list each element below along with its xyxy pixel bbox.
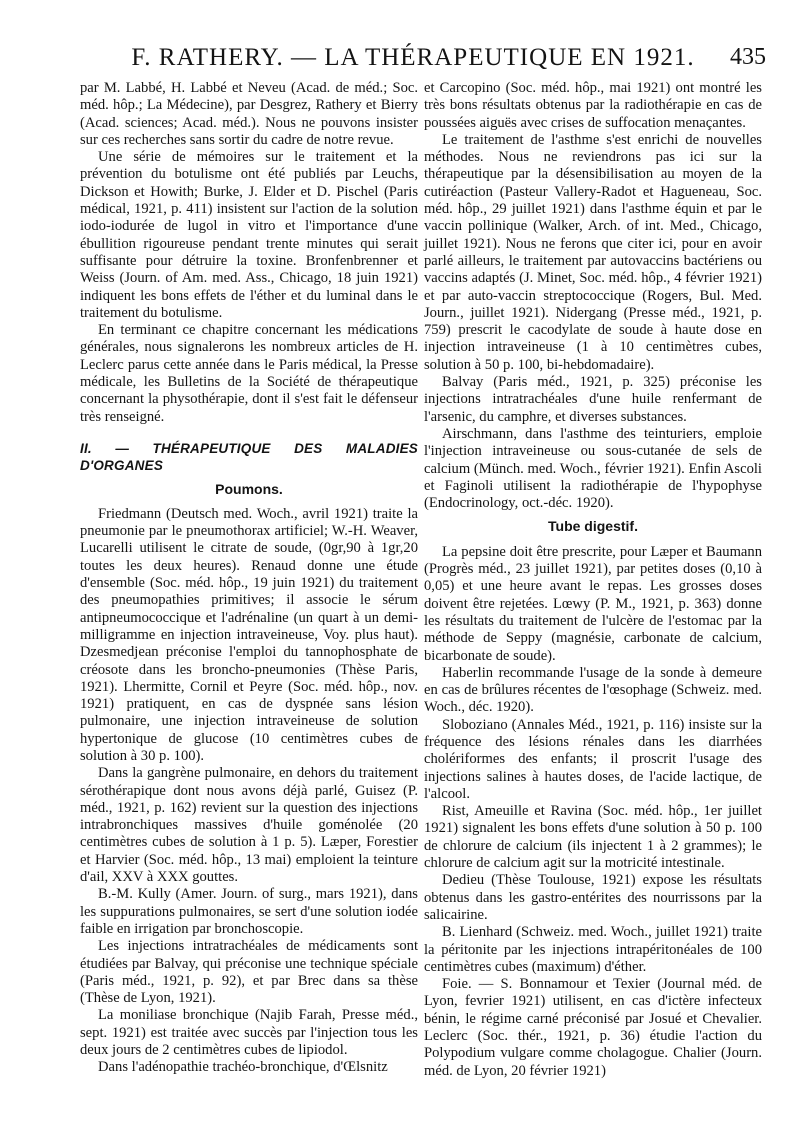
paragraph: Sloboziano (Annales Méd., 1921, p. 116) insiste sur la fréquence des lésions rénales dans les diarrhées cholériformes des enfants; il proscrit l'usage des injections salines à hautes doses, de l'acide lactique, de l'alcool.: [424, 716, 762, 802]
subsection-heading: Tube digestif.: [548, 518, 638, 535]
paragraph: Dans l'adénopathie trachéo-bronchique, d'Œlsnitz: [98, 1059, 388, 1076]
paragraph: Les injections intratrachéales de médicaments sont étudiées par Balvay, qui préconise une technique spéciale (Paris méd., 1921, p. 92), et par Brec dans sa thèse (Thèse de Lyon, 1921).: [80, 938, 418, 1007]
paragraph: par M. Labbé, H. Labbé et Neveu (Acad. de méd.; Soc. méd. hôp.; La Médecine), par Desgrez, Rathery et Bierry (Acad. sciences; Acad. méd.). Nous ne pouvons insister sur ces recherches sans sortir du cadre de notre revue.: [80, 80, 418, 148]
paragraph: Balvay (Paris méd., 1921, p. 325) préconise les injections intratrachéales d'une huile renfermant de l'arsenic, du camphre, et diverses substances.: [424, 374, 762, 425]
paragraph: Friedmann (Deutsch med. Woch., avril 1921) traite la pneumonie par le pneumothorax artificiel; W.-H. Weaver, Lucarelli utilisent le citrate de soude, (0gr,90 à 1gr,20 toutes les deux heures). Renaud donne une étude d'ensemble (Soc. méd. hôp., 19 juin 1921) du traitement des pneumopathies primitives; il associe le sérum antipneumococcique et l'adrénaline (un quart à un demi-milligramme en injection intraveineuse, Voy. plus haut). Dzesmedjean préconise l'emploi du tannophosphate de créosote dans les broncho-pneumonies (Thèse Paris, 1921). Lhermitte, Cornil et Peyre (Soc. méd. hôp., nov. 1921) pratiquent, en cas de dyspnée sans lésion pulmonaire, une injection intraveineuse de solution hypertonique de glucose (10 centimètres cubes de solution à 30 p. 100).: [80, 505, 418, 764]
paragraph: Dedieu (Thèse Toulouse, 1921) expose les résultats obtenus dans les gastro-entérites des nourrissons par la salicairine.: [424, 872, 762, 923]
section-heading: II. — THÉRAPEUTIQUE DES MALADIES D'ORGANES: [80, 440, 418, 474]
subsection-heading: Poumons.: [215, 480, 283, 497]
paragraph: Une série de mémoires sur le traitement et la prévention du botulisme ont été publiés par Leuchs, Dickson et Howith; Burke, J. Elder et D. Pischel (Paris médical, 1921, p. 411) insistent sur l'action de la solution iodo-iodurée de lugol in vitro et l'importance d'une ébullition rigoureuse pendant trente minutes qui serait suffisante pour détruire la toxine. Bronfenbrenner et Weiss (Journ. of Am. med. Ass., Chicago, 18 juin 1921) indiquent les bons effets de l'éther et du luminal dans le traitement du botulisme.: [80, 149, 418, 321]
right-column: [424, 80, 762, 1080]
paragraph: Foie. — S. Bonnamour et Texier (Journal méd. de Lyon, fevrier 1921) utilisent, en cas d'ictère infecteux bénin, le régime carné préconisé par Josué et Chevalier. Leclerc (Soc. thér., 1921, p. 36) étudie l'action du Polypodium vulgare comme cholagogue. Chalier (Journ. méd. de Lyon, 20 février 1921): [424, 976, 762, 1079]
paragraph: En terminant ce chapitre concernant les médications générales, nous signalerons les nombreux articles de H. Leclerc parus cette année dans le Paris médical, la Presse médicale, les Bulletins de la Société de thérapeutique concernant la physothérapie, dont il s'est fait le défenseur très renseigné.: [80, 322, 418, 425]
left-column: [80, 80, 418, 1077]
paragraph: Rist, Ameuille et Ravina (Soc. méd. hôp., 1er juillet 1921) signalent les bons effets d'une solution à 50 p. 100 de chlorure de calcium (ils injectent 1 à 2 grammes); le chlorure de calcium agit sur la motricité intestinale.: [424, 803, 762, 872]
paragraph: B.-M. Kully (Amer. Journ. of surg., mars 1921), dans les suppurations pulmonaires, se sert d'une solution iodée faible en irrigation par bronchoscopie.: [80, 886, 418, 937]
paragraph: Haberlin recommande l'usage de la sonde à demeure en cas de brûlures récentes de l'œsophage (Schweiz. med. Woch., déc. 1920).: [424, 664, 762, 716]
paragraph: La pepsine doit être prescrite, pour Læper et Baumann (Progrès méd., 23 juillet 1921), par petites doses (0,10 à 0,05) et une heure avant le repas. Les grosses doses doivent être rejetées. Lœwy (P. M., 1921, p. 363) donne les résultats du traitement de l'ulcère de l'estomac par la méthode de Seppy (magnésie, carbonate de calcium, bicarbonate de soude).: [424, 543, 762, 664]
paragraph: Le traitement de l'asthme s'est enrichi de nouvelles méthodes. Nous ne reviendrons pas ici sur la thérapeutique par la désensibilisation au moyen de la cutiréaction (Pasteur Vallery-Radot et Hagueneau, Soc. méd. hôp., 29 juillet 1921) dans l'asthme équin et par le vaccin pollinique (Walker, Arch. of int. Med., Chicago, juillet 1921). Nous ne ferons que citer ici, pour en avoir parlé ailleurs, le traitement par autovaccins bactériens ou vaccins adaptés (J. Minet, Soc. méd. hôp., 4 février 1921) et par auto-vaccin streptococcique (Rogers, Bul. Med. Journ., juillet 1921). Nidergang (Presse méd., 1921, p. 759) prescrit le cacodylate de soude à haute dose en injection intraveineuse (1 à 10 centimètres cubes, solution à 50 p. 100, bi-hebdomadaire).: [424, 131, 762, 373]
paragraph: B. Lienhard (Schweiz. med. Woch., juillet 1921) traite la péritonite par les injections intrapéritonéales de 100 centimètres cubes (maximum) d'éther.: [424, 924, 762, 975]
paragraph: Airschmann, dans l'asthme des teinturiers, emploie l'injection intraveineuse ou sous-cutanée de sels de calcium (Münch. med. Woch., février 1921). Enfin Ascoli et Faginoli utilisent la radiothérapie de l'hypophyse (Endocrinology, oct.-déc. 1920).: [424, 425, 762, 512]
page-number: 435: [730, 44, 766, 70]
paragraph: La moniliase bronchique (Najib Farah, Presse méd., sept. 1921) est traitée avec succès par l'injection tous les deux jours de 2 centimètres cubes de lipiodol.: [80, 1007, 418, 1059]
page-header: [60, 44, 766, 78]
paragraph: Dans la gangrène pulmonaire, en dehors du traitement sérothérapique dont nous avons déjà parlé, Guisez (P. méd., 1921, p. 162) revient sur la question des injections intrabronchiques massives d'huile goménolée (20 centimètres cubes de solution à 1 p. 5). Læper, Forestier et Harvier (Soc. méd. hôp., 13 mai) emploient la teinture d'ail, XXV à XXX gouttes.: [80, 765, 418, 886]
paragraph: et Carcopino (Soc. méd. hôp., mai 1921) ont montré les très bons résultats obtenus par la radiothérapie en cas de poussées aiguës avec crises de suffocation menaçantes.: [424, 80, 762, 131]
running-title: F. RATHERY. — LA THÉRAPEUTIQUE EN 1921.: [131, 44, 695, 71]
